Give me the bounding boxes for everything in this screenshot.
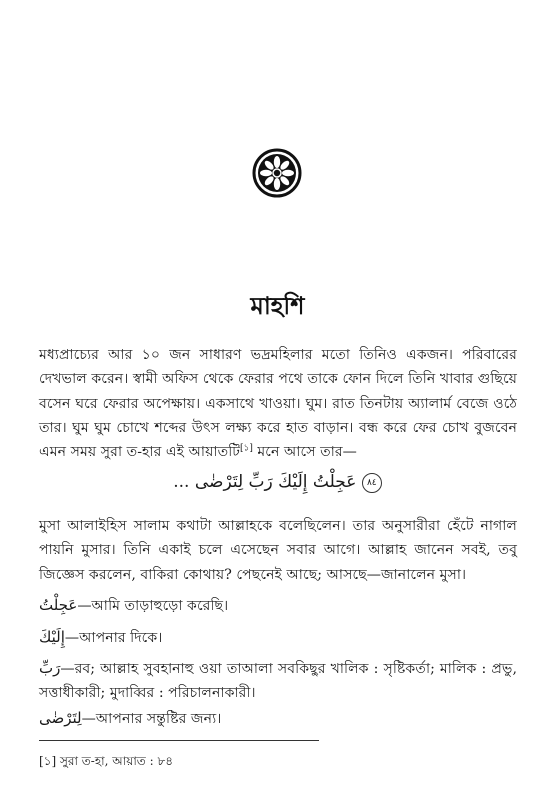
vocab-arabic: عَجِلْتُ xyxy=(39,596,78,614)
chapter-title: মাহশি xyxy=(250,292,305,320)
vocab-arabic: لِتَرْضٰى xyxy=(39,709,82,727)
footnote-divider xyxy=(39,740,319,741)
vocab-meaning: —আপনার সন্তুষ্টির জন্য। xyxy=(81,711,222,727)
paragraph-intro-text: মধ্যপ্রাচ্যের আর ১০ জন সাধারণ ভদ্রমহিলার মতো তিনিও একজন। পরিবারের দেখভাল করেন। স্বামী অফিস থেকে ফেরার পথে তাকে ফোন দিলে তিনি খাবার গুছিয়ে বসেন ঘরে ফেরার অপেক্ষায়। একসাথে খাওয়া। ঘুম। রাত তিনটায় অ্যালার্ম বেজে ওঠে তার। ঘুম ঘুম চোখে শব্দের উৎস লক্ষ্য করে হাত বাড়ান। বন্ধ করে ফের চোখ বুজবেন এমন সময় সুরা ত-হার এই আয়াতটি xyxy=(39,347,517,461)
vocab-item xyxy=(39,656,517,706)
paragraph-intro xyxy=(39,343,517,464)
vocab-item xyxy=(39,706,517,731)
verse-number: ٨٤ xyxy=(362,473,382,493)
vocab-meaning: —আমি তাড়াহুড়ো করেছি। xyxy=(77,598,229,614)
footnote: [১] সুরা ত-হা, আয়াত : ৮৪ xyxy=(39,754,174,768)
paragraph-intro-tail: মনে আসে তার— xyxy=(252,444,357,461)
vocab-arabic: رَبِّ xyxy=(39,659,61,677)
vocab-item xyxy=(39,593,517,618)
quran-verse xyxy=(0,472,555,493)
lotus-flower-icon xyxy=(252,148,302,198)
vocab-meaning: —রব; আল্লাহ সুবহানাহু ওয়া তাআলা সবকিছুর খালিক : সৃষ্টিকর্তা; মালিক : প্রভু, সত্তাধীকারী; মুদাব্বির : পরিচালনাকারী। xyxy=(39,661,517,702)
footnote-marker[interactable]: [১] xyxy=(240,443,253,454)
verse-arabic: عَجِلْتُ إِلَيْكَ رَبِّ لِتَرْضٰى xyxy=(194,472,357,492)
verse-ellipsis: ... xyxy=(173,472,190,492)
paragraph-story: মুসা আলাইহিস সালাম কথাটা আল্লাহকে বলেছিলেন। তার অনুসারীরা হেঁটে নাগাল পায়নি মুসার। তিনি একাই চলে এসেছেন সবার আগে। আল্লাহ জানেন সবই, তবু জিজ্ঞেস করলেন, বাকিরা কোথায়? পেছনেই আছে; আসছে—জানালেন মুসা। xyxy=(39,518,517,583)
vocab-arabic: إِلَيْكَ xyxy=(39,628,65,646)
vocab-meaning: —আপনার দিকে। xyxy=(64,630,163,646)
vocab-item xyxy=(39,625,517,650)
